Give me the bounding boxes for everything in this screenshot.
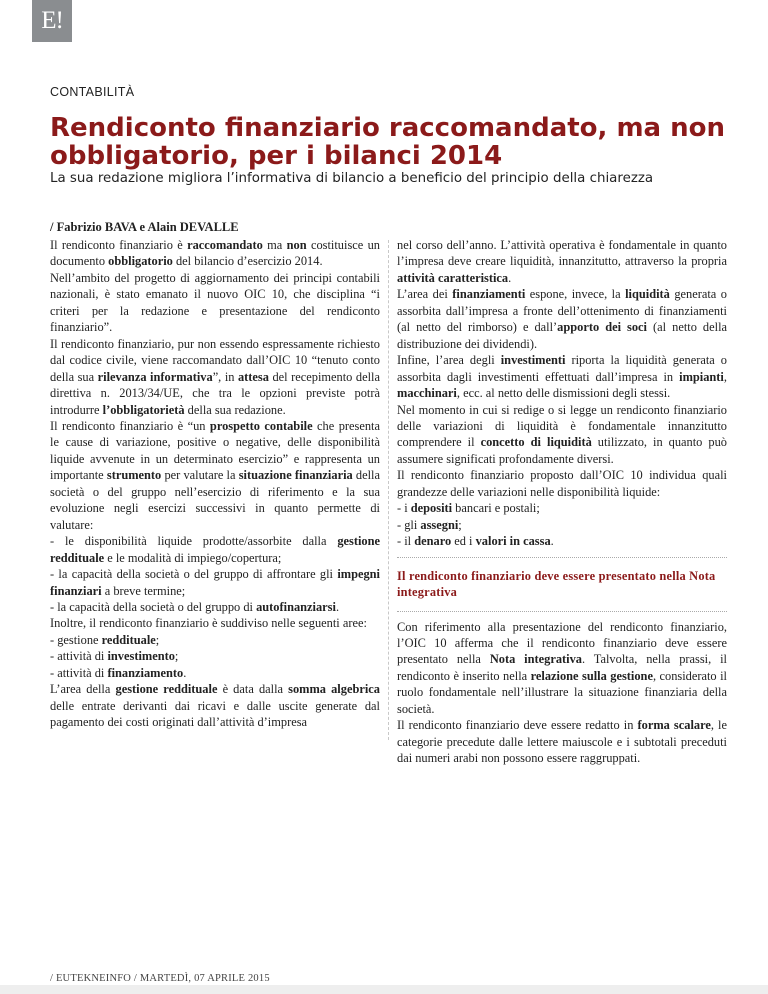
text-run: Il rendiconto finanziario proposto dall’OIC 10 individua quali grandezze delle variazioni nelle disponibilità liquide: [397, 468, 727, 499]
text-run: Infine, l’area degli [397, 353, 501, 368]
bold-text: prospetto contabile [209, 418, 313, 433]
text-run: Con riferimento alla presentazione del rendiconto finanziario, l’OIC 10 afferma che il rendiconto finanziario deve essere presentato nella [397, 619, 727, 667]
bold-text: non [286, 238, 307, 252]
text-run: nel corso dell’anno. L’attività operativa è fondamentale in quanto l’impresa deve creare liquidità, innanzitutto, attraverso la propria [397, 238, 727, 269]
text-run: . [335, 599, 340, 614]
bold-text: assegni [420, 517, 459, 532]
text-run: , le categorie precedute dalle lettere maiuscole e i subtotali preceduti dai numeri arabi non possono essere raggruppati. [397, 718, 727, 766]
paragraph [50, 681, 380, 730]
paragraph [50, 599, 380, 615]
text-run: , considerato il ruolo fondamentale nell’illustrare la situazione finanziaria della società. [397, 668, 727, 716]
text-run: Nel momento in cui si redige o si legge un rendiconto finanziario delle variazioni di liquidità è fondamentale innanzitutto comprendere il [397, 402, 727, 450]
bold-text: impegni finanziari [50, 567, 380, 598]
text-run: bancari e postali; [452, 501, 540, 516]
bold-text: rilevanza informativa [97, 369, 213, 384]
bold-text: impianti [679, 369, 724, 384]
paragraph [397, 237, 727, 286]
text-run: - gli [397, 517, 421, 532]
bold-text: apporto dei soci [557, 320, 648, 335]
left-column [50, 237, 380, 731]
text-run: del recepimento della direttiva n. 2013/34/UE, che tra le opzioni previste potrà introdurre [50, 369, 380, 417]
text-run: ; [174, 649, 179, 664]
paragraph [397, 352, 727, 401]
paragraph [397, 533, 727, 549]
article-title: Rendiconto finanziario raccomandato, ma non obbligatorio, per i bilanci 2014 [50, 113, 726, 171]
text-run: - la capacità della società o del gruppo di affrontare gli [50, 567, 338, 582]
bold-text: obbligatorio [108, 254, 173, 269]
bold-text: finanziamento [107, 665, 184, 680]
dotted-rule [397, 611, 727, 612]
text-run: Il rendiconto finanziario deve essere redatto in [397, 718, 638, 733]
text-run: Il rendiconto finanziario, pur non essendo espressamente richiesto dal codice civile, viene raccomandato dall’OIC 10 “tenuto conto della sua [50, 336, 380, 384]
text-run: - attività di [50, 649, 108, 664]
paragraph [50, 566, 380, 599]
text-run: che presenta le cause di variazione, positive o negative, delle disponibilità liquide avvenute in un determinato esercizio” e rappresenta un importante [50, 418, 380, 483]
text-run: . [550, 534, 554, 549]
bold-text: investimento [107, 649, 175, 664]
page-footer: / EUTEKNEINFO / MARTEDÌ, 07 APRILE 2015 [50, 973, 270, 984]
bold-text: valori in cassa [475, 534, 551, 549]
paragraph [397, 500, 727, 516]
bold-text: gestione reddituale [50, 534, 380, 565]
paragraph [50, 418, 380, 533]
text-run: riporta la liquidità generata o assorbita dagli investimenti effettuati dall’impresa in [397, 353, 727, 384]
text-run: . Talvolta, nella prassi, il rendiconto è inserito nella [397, 652, 727, 683]
text-run: e le modalità di impiego/copertura; [104, 550, 282, 565]
right-column-top [397, 237, 727, 550]
column-divider [388, 240, 389, 740]
paragraph [50, 632, 380, 648]
text-run: - i [397, 501, 411, 516]
bold-text: finanziamenti [452, 287, 526, 302]
text-run: (al netto della distribuzione dei dividendi). [397, 320, 728, 351]
bottom-bar [0, 985, 768, 994]
bold-text: attività caratteristica [397, 270, 509, 285]
paragraph [397, 517, 727, 533]
dotted-rule [397, 557, 727, 558]
paragraph [397, 717, 727, 766]
text-run: , [723, 369, 727, 384]
text-run: - attività di [50, 665, 108, 680]
text-run: - il [397, 534, 415, 549]
text-run: a breve termine; [101, 583, 186, 598]
text-run: del bilancio d’esercizio 2014. [172, 254, 323, 269]
text-run: ”, in [212, 369, 238, 384]
paragraph [397, 286, 727, 352]
bold-text: denaro [414, 534, 452, 549]
text-run: . [183, 665, 187, 680]
article-authors: / Fabrizio BAVA e Alain DEVALLE [50, 220, 239, 234]
bold-text: reddituale [101, 632, 156, 647]
bold-text: forma scalare [637, 718, 711, 733]
paragraph [397, 402, 727, 468]
text-run: - le disponibilità liquide prodotte/assorbite dalla [50, 534, 338, 549]
article-subtitle: La sua redazione migliora l’informativa di bilancio a beneficio del principio della chiarezza [50, 171, 654, 186]
bold-text: concetto di liquidità [480, 435, 592, 450]
bold-text: l’obbligatorietà [102, 402, 185, 417]
paragraph [50, 533, 380, 566]
text-run: Il rendiconto finanziario è [50, 238, 188, 252]
section-label: CONTABILITÀ [50, 85, 135, 99]
bold-text: strumento [106, 468, 162, 483]
text-run: Inoltre, il rendiconto finanziario è suddiviso nelle seguenti aree: [50, 616, 367, 631]
paragraph [50, 270, 380, 336]
paragraph [397, 467, 727, 500]
eutekne-logo: E! [32, 0, 72, 42]
paragraph [50, 336, 380, 418]
text-run: delle entrate derivanti dai ricavi e dalle uscite generate dal pagamento dei costi originati dall’attività d’impresa [50, 698, 380, 730]
paragraph [50, 615, 380, 631]
bold-text: situazione finanziaria [238, 468, 353, 483]
bold-text: attesa [237, 369, 269, 384]
bold-text: liquidità [625, 287, 670, 302]
paragraph [397, 619, 727, 718]
right-column-bottom [397, 619, 727, 767]
bold-text: relazione sulla gestione [530, 668, 653, 683]
text-run: per valutare la [161, 468, 239, 483]
text-run: ; [155, 632, 160, 647]
paragraph [50, 665, 380, 681]
paragraph [50, 237, 380, 270]
text-run: della società o del gruppo nell’esercizio di riferimento e la sua evoluzione negli esercizi successivi in quanto permette di valutare: [50, 468, 380, 532]
text-run: Il rendiconto finanziario è “un [50, 418, 210, 433]
text-run: ; [458, 517, 462, 532]
text-run: Nell’ambito del progetto di aggiornamento dei principi contabili nazionali, è stato emanato il nuovo OIC 10, che disciplina “i criteri per la redazione e presentazione del rendiconto finanziario”. [50, 270, 380, 335]
bold-text: raccomandato [187, 238, 263, 252]
text-run: ed i [451, 534, 476, 549]
text-run: ma [262, 238, 287, 252]
text-run: - gestione [50, 632, 102, 647]
bold-text: Nota integrativa [489, 652, 582, 667]
right-column [397, 237, 727, 767]
text-run: L’area dei [397, 287, 453, 302]
text-run: generata o assorbita dall’impresa a fronte dell’ottenimento di finanziamenti (al netto del rimborso) e dall’ [397, 287, 727, 335]
text-run: . [508, 270, 512, 285]
text-run: L’area della [50, 682, 116, 697]
text-run: della sua redazione. [184, 402, 286, 417]
bold-text: gestione reddituale [115, 682, 218, 697]
bold-text: investimenti [500, 353, 566, 368]
paragraph [50, 648, 380, 664]
text-run: - la capacità della società o del gruppo di [50, 599, 257, 614]
bold-text: autofinanziarsi [256, 599, 336, 614]
text-run: espone, invece, la [525, 287, 626, 302]
text-run: costituisce un documento [50, 238, 380, 269]
bold-text: depositi [410, 501, 453, 516]
text-run: utilizzato, in quanto può assumere significati profondamente diversi. [397, 435, 727, 466]
bold-text: somma algebrica [288, 682, 380, 697]
text-run: è data dalla [217, 682, 289, 697]
text-run: , ecc. al netto delle dismissioni degli stessi. [456, 386, 671, 401]
bold-text: macchinari [397, 386, 457, 401]
subheading: Il rendiconto finanziario deve essere presentato nella Nota integrativa [397, 568, 716, 600]
